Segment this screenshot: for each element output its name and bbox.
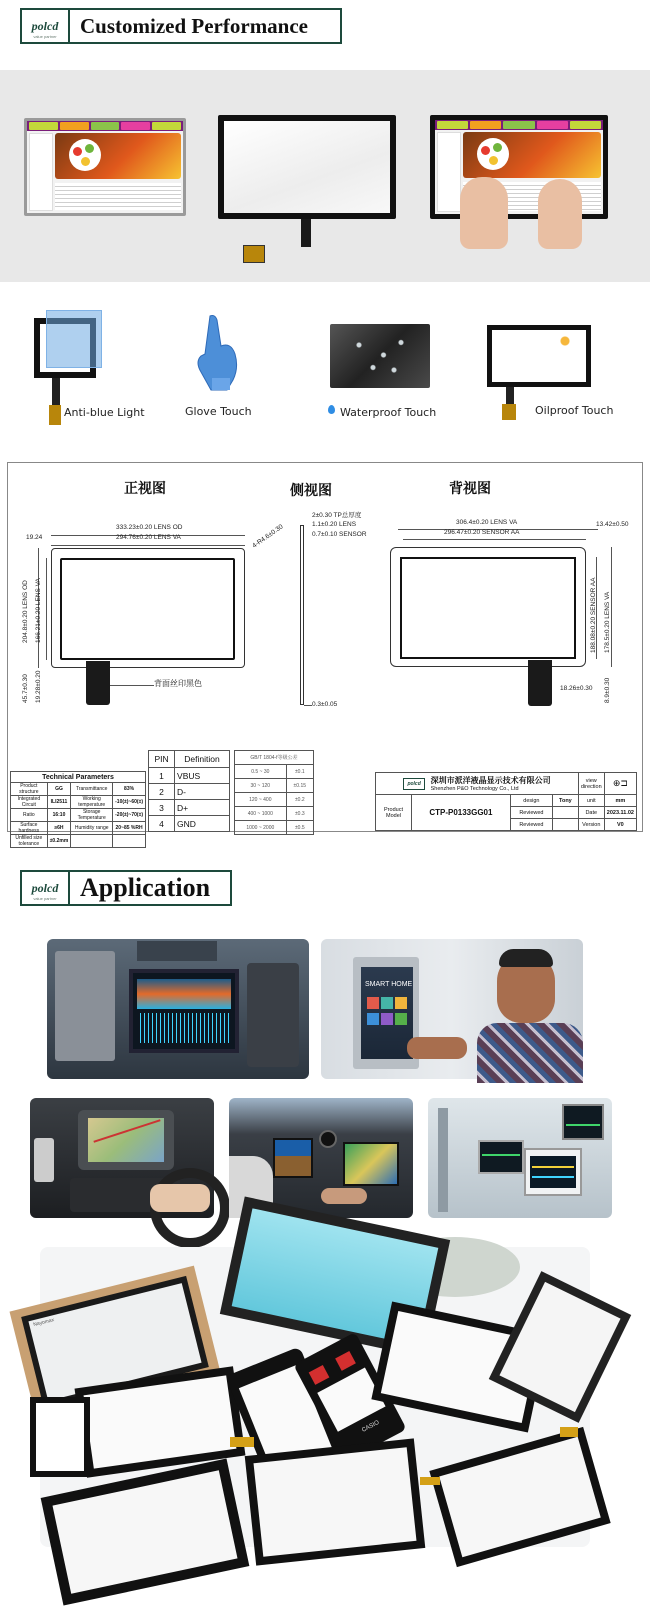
tolerance-value: ±0.2 xyxy=(286,793,313,807)
reviewed-label: Reviewed xyxy=(510,807,552,819)
photo-medical-monitor xyxy=(428,1098,612,1218)
water-drop-icon xyxy=(328,405,335,414)
param-cell: Ratio xyxy=(11,809,48,822)
param-cell: Integrated Circuit xyxy=(11,796,48,809)
fpc-connector xyxy=(230,1437,254,1447)
back-view-title: 背视图 xyxy=(449,481,491,497)
company-logo-icon: polcd xyxy=(403,778,425,790)
param-cell: 83% xyxy=(113,783,146,796)
fpc-tail xyxy=(86,661,110,705)
designer-value: Tony xyxy=(553,795,579,807)
pin-number: 3 xyxy=(149,800,175,816)
tolerance-range: 0.5 ~ 30 xyxy=(235,765,287,779)
tolerance-value: ±0.1 xyxy=(286,765,313,779)
dim-left-offset: 19.24 xyxy=(26,534,43,541)
tolerance-value: ±0.3 xyxy=(286,807,313,821)
person-shirt xyxy=(477,1023,583,1083)
dim-right-offset: 13.42±0.50 xyxy=(596,521,629,528)
param-cell: ILI2511 xyxy=(47,796,71,809)
photo-touch-panel-collage xyxy=(32,1247,590,1547)
tolerance-table xyxy=(234,750,314,835)
panel-bottom-right xyxy=(429,1427,610,1567)
product-model-value: CTP-P0133GG01 xyxy=(412,795,511,831)
panel-small-text: CASIO xyxy=(361,1419,381,1434)
view-direction-icon: ⊕⊐ xyxy=(604,773,636,795)
pin-number: 4 xyxy=(149,816,175,832)
param-cell xyxy=(113,835,146,848)
logo-subtext: value partner xyxy=(33,896,57,901)
param-cell: Surface hardness xyxy=(11,822,48,835)
feature-label: Oilproof Touch xyxy=(535,404,614,417)
param-cell: Storage Temperature xyxy=(71,809,113,822)
dim-lens-thickness: 1.1±0.20 LENS xyxy=(312,521,357,528)
logo-subtext: value partner xyxy=(33,34,57,39)
fpc-connector xyxy=(560,1427,578,1437)
dim-fpc-thickness: 0.3±0.05 xyxy=(312,701,338,708)
dim-back-lens-va-width: 306.4±0.20 LENS VA xyxy=(456,519,518,526)
technical-drawing xyxy=(7,462,643,847)
brand-logo xyxy=(20,8,70,44)
front-view-title: 正视图 xyxy=(124,481,166,497)
feature-label: Waterproof Touch xyxy=(340,406,437,419)
panel-left-small xyxy=(30,1397,90,1477)
param-cell: -20(±)~70(±) xyxy=(113,809,146,822)
date-value: 2023.11.02 xyxy=(604,807,636,819)
person-hand xyxy=(407,1037,467,1059)
date-label: Date xyxy=(578,807,604,819)
dim-bottom-a: 45.7±0.30 xyxy=(22,674,29,703)
param-cell: 20~85 %RH xyxy=(113,822,146,835)
monitor-with-website xyxy=(24,118,186,216)
tolerance-value: ±0.5 xyxy=(286,821,313,835)
dim-sensor-aa-height: 188.08±0.20 SENSOR AA xyxy=(590,577,597,653)
section-heading-performance xyxy=(20,8,342,44)
technical-parameters-table xyxy=(10,771,146,848)
logo-text: polcd xyxy=(31,18,59,33)
section-title: Customized Performance xyxy=(70,8,342,44)
panel-bottom-left xyxy=(41,1458,250,1605)
dim-fpc-width: 18.26±0.30 xyxy=(560,685,593,692)
param-cell: Working temperature xyxy=(71,796,113,809)
section-heading-application xyxy=(20,870,232,906)
design-label: design xyxy=(510,795,552,807)
tolerance-header: GB/T 1804-f等级公差 xyxy=(235,751,314,765)
param-cell: ±0.2mm xyxy=(47,835,71,848)
brand-logo xyxy=(20,870,70,906)
company-name-en: Shenzhen P&O Technology Co., Ltd xyxy=(430,786,519,792)
param-cell: Product structure xyxy=(11,783,48,796)
fpc-connector xyxy=(420,1477,440,1485)
pin-definition: VBUS xyxy=(175,768,230,784)
param-cell: Transmittance xyxy=(71,783,113,796)
section-title: Application xyxy=(70,870,232,906)
param-cell: Unfilled size tolerance xyxy=(11,835,48,848)
tolerance-range: 120 ~ 400 xyxy=(235,793,287,807)
back-fpc-tail xyxy=(528,660,552,706)
photo-smart-home xyxy=(321,939,583,1079)
tolerance-range: 400 ~ 1000 xyxy=(235,807,287,821)
unit-label: unit xyxy=(578,795,604,807)
glove-icon xyxy=(188,312,248,392)
dim-lens-va-width: 294.76±0.20 LENS VA xyxy=(116,534,181,541)
dim-lens-od-width: 333.23±0.20 LENS OD xyxy=(116,524,183,531)
product-showcase-band xyxy=(0,70,650,282)
panel-bottom-mid xyxy=(245,1438,426,1565)
version-value: V0 xyxy=(604,819,636,831)
pin-definition: GND xyxy=(175,816,230,832)
pin-number: 1 xyxy=(149,768,175,784)
right-hand xyxy=(538,179,582,249)
pin-header: PIN xyxy=(149,751,175,768)
dim-fpc-height: 8.9±0.30 xyxy=(604,677,611,703)
tolerance-range: 30 ~ 120 xyxy=(235,779,287,793)
product-model-label: Product Model xyxy=(376,795,412,831)
feature-label: Anti-blue Light xyxy=(64,406,145,419)
blank-touch-panel xyxy=(218,115,396,270)
dim-bottom-b: 19.28±0.20 xyxy=(35,670,42,703)
dim-back-lens-va-height: 178.5±0.20 LENS VA xyxy=(604,591,611,653)
dim-lens-od-height: 204.8±0.20 LENS OD xyxy=(22,580,29,643)
dim-sensor-thickness: 0.7±0.10 SENSOR xyxy=(312,531,367,538)
param-cell: -10(±)~60(±) xyxy=(113,796,146,809)
reviewed-value xyxy=(553,807,579,819)
unit-value: mm xyxy=(604,795,636,807)
pin-header: Definition xyxy=(175,751,230,768)
feature-label: Glove Touch xyxy=(185,405,252,418)
param-cell: Humidity range xyxy=(71,822,113,835)
pin-definition: D- xyxy=(175,784,230,800)
left-hand xyxy=(460,177,508,249)
company-name-cell xyxy=(376,773,579,795)
drawing-title-block xyxy=(375,772,637,831)
dim-lens-va-height: 166.21±0.20 LENS VA xyxy=(35,578,42,643)
reviewed2-label: Reviewed xyxy=(510,819,552,831)
pin-number: 2 xyxy=(149,784,175,800)
param-cell: 16:10 xyxy=(47,809,71,822)
touch-screen-with-hands xyxy=(430,115,608,265)
dim-total-thickness: 2±0.30 TP总厚度 xyxy=(312,512,362,519)
company-name-cn: 深圳市派洋液晶显示技术有限公司 xyxy=(430,776,551,785)
smart-home-screen-text: SMART HOME xyxy=(365,981,413,988)
photo-test-equipment xyxy=(47,939,309,1079)
version-label: Version xyxy=(578,819,604,831)
side-view-title: 侧视图 xyxy=(290,483,332,499)
reviewed2-value xyxy=(553,819,579,831)
silk-print-note: 背面丝印黑色 xyxy=(154,679,202,688)
tolerance-range: 1000 ~ 2000 xyxy=(235,821,287,835)
tech-params-title: Technical Parameters xyxy=(11,772,146,783)
dim-sensor-aa-width: 296.47±0.20 SENSOR AA xyxy=(444,529,520,536)
dim-corner-radius: 4-R4.6±0.30 xyxy=(251,523,285,550)
pin-definition: D+ xyxy=(175,800,230,816)
pin-definition-table xyxy=(148,750,230,832)
panel-brand-text: Nayomax xyxy=(32,1317,55,1329)
view-direction-label: view direction xyxy=(578,773,604,795)
tolerance-value: ±0.15 xyxy=(286,779,313,793)
logo-text: polcd xyxy=(31,880,59,895)
photo-car-navigation xyxy=(30,1098,214,1218)
param-cell: GG xyxy=(47,783,71,796)
param-cell xyxy=(71,835,113,848)
param-cell: ≥6H xyxy=(47,822,71,835)
